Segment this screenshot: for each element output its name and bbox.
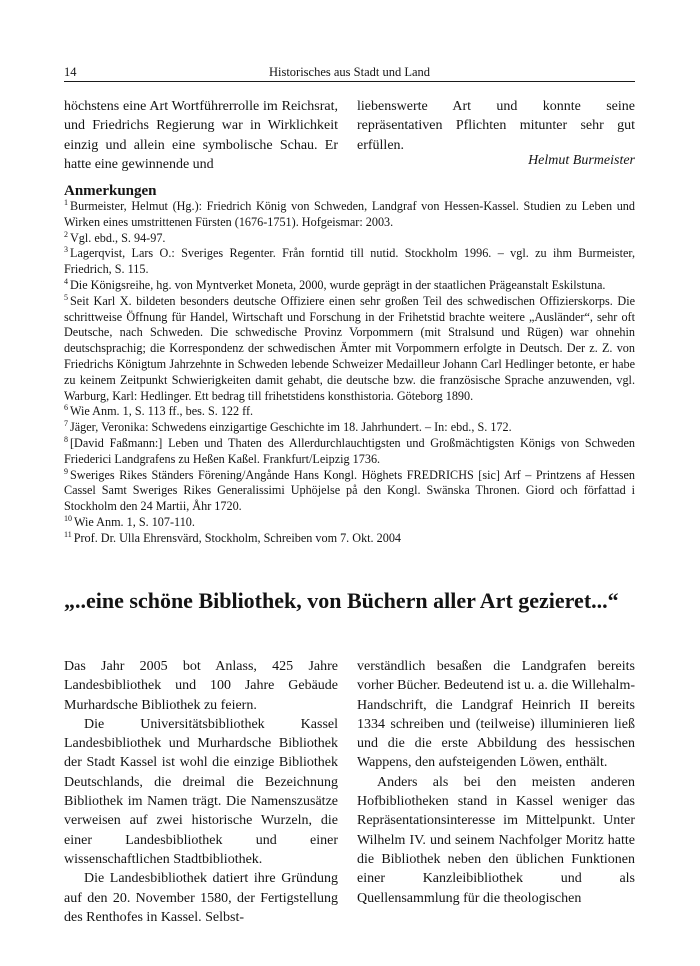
paragraph: höchstens eine Art Wortführerrolle im Reichsrat, und Friedrichs Regierung war in Wirklichkeit einzig und allein eine symbolische Schau. Er hatte eine gewinnende und (64, 99, 338, 172)
footnote (64, 531, 635, 547)
footnote-text: Sweriges Rikes Ständers Förening/Angånde Hans Kongl. Höghets FREDRICHS [sic] Arf – Printzens af Hessen Cassel Samt Sweriges Rikes Generalissimi Uphöjelse på den Kongl. Swänska Thronen. Giord och författad i Stockholm den 24 Martii, Åhr 1720. (64, 467, 635, 514)
paragraph: verständlich besaßen die Landgrafen bereits vorher Bücher. Bedeutend ist u. a. die Willehalm-Handschrift, die Landgraf Heinrich II bereits 1334 schreiben und (teilweise) illuminieren ließ und die die erste Abbildung des hessischen Wappens, den aufsteigenden Löwen, enthält. (357, 659, 635, 771)
previous-article-left-column (64, 97, 338, 174)
footnote (64, 294, 635, 405)
previous-article-right-column (357, 97, 635, 155)
footnote (64, 231, 635, 247)
footnote-text: Vgl. ebd., S. 94-97. (70, 230, 166, 245)
footnote (64, 515, 635, 531)
paragraph: Die Universitätsbibliothek Kassel Landesbibliothek und Murhardsche Bibliothek der Stadt Kassel ist wohl die einzige Bibliothek Deutschlands, die dreimal die Bezeichnung Bibliothek im Namen trägt. Die Namenszusätze verweisen auf zwei historische Wurzeln, die einer Landesbibliothek und einer wissenschaftlichen Stadtbibliothek. (64, 716, 338, 867)
article-right-column (357, 657, 635, 908)
footnote-number: 1 (64, 198, 68, 207)
footnote-number: 5 (64, 292, 68, 302)
footnote-text: Prof. Dr. Ulla Ehrensvärd, Stockholm, Schreiben vom 7. Okt. 2004 (73, 530, 402, 545)
footnote (64, 468, 635, 515)
running-header (64, 64, 635, 82)
footnote-text: Lagerqvist, Lars O.: Sveriges Regenter. Från forntid till nutid. Stockholm 1996. – vgl. zu ihm Burmeister, Friedrich, S. 115. (64, 246, 635, 277)
footnote-text: Wie Anm. 1, S. 107-110. (74, 514, 195, 529)
footnote (64, 278, 635, 294)
footnotes-heading: Anmerkungen (64, 183, 157, 199)
footnote-number: 4 (64, 276, 68, 286)
footnote (64, 199, 635, 231)
footnote-number: 3 (64, 245, 68, 255)
footnote (64, 420, 635, 436)
paragraph: liebenswerte Art und konnte seine repräsentativen Pflichten mitunter sehr gut erfüllen. (357, 99, 635, 153)
footnote-text: [David Faßmann:] Leben und Thaten des Allerdurchlauchtigsten und Großmächtigsten Königs von Schweden Friederici Landgrafens zu Heßen Kaßel. Frankfurt/Leipzig 1736. (64, 435, 635, 466)
footnote-number: 11 (64, 529, 72, 539)
footnote-number: 8 (64, 434, 68, 444)
footnote (64, 436, 635, 468)
footnote-number: 10 (64, 513, 72, 523)
footnote-number: 2 (64, 229, 68, 239)
footnote (64, 246, 635, 278)
footnote-text: Burmeister, Helmut (Hg.): Friedrich König von Schweden, Landgraf von Hessen-Kassel. Studien zu Leben und Wirken eines umstrittenen Fürsten (1676-1751). Hofgeismar: 2003. (64, 199, 635, 229)
article-title: „..eine schöne Bibliothek, von Büchern aller Art gezieret...“ (64, 588, 619, 614)
footnote-text: Die Königsreihe, hg. von Myntverket Moneta, 2000, wurde geprägt in der staatlichen Prägeanstalt Eskilstuna. (70, 277, 606, 292)
footnote-text: Wie Anm. 1, S. 113 ff., bes. S. 122 ff. (70, 404, 254, 419)
footnote-text: Seit Karl X. bildeten besonders deutsche Offiziere einen sehr großen Teil des schwedischen Offizierskorps. Die schrittweise Öffnung für Handel, Wirtschaft und Forschung in der Frihetstid brachte weitere „Ausländer“, sehr oft Deutsche, nach Schweden. Die schwedische Provinz Vorpommern (mit Stralsund und Rügen) war ohnehin deutschsprachig; die Korrespondenz der schwedischen Ämter mit Vorpommern erfolgte in Deutsch. Der z. Z. von Friedrichs Königtum Jahrzehnte in Schweden lebende Schweizer Medailleur Johann Carl Hedlinger betonte, er habe zu keinem Zeitpunkt Schwierigkeiten damit gehabt, die deutsche bzw. die französische Sprache anzuwenden, vgl. Warburg, Karl: Hedlinger. Ett bedrag till frihetstidens konsthistoria. Göteborg 1890. (64, 293, 635, 403)
paragraph: Die Landesbibliothek datiert ihre Gründung auf den 20. November 1580, der Fertigstellung des Renthofes in Kassel. Selbst- (64, 871, 338, 925)
author-signature: Helmut Burmeister (528, 153, 635, 168)
paragraph: Das Jahr 2005 bot Anlass, 425 Jahre Landesbibliothek und 100 Jahre Gebäude Murhardsche Bibliothek zu feiern. (64, 659, 338, 713)
paragraph: Anders als bei den meisten anderen Hofbibliotheken stand in Kassel weniger das Repräsentationsinteresse im Mittelpunkt. Unter Wilhelm IV. und seinem Nachfolger Moritz hatte die Bibliothek neben den üblichen Funktionen einer Kanzleibibliothek und als Quellensammlung für die theologischen (357, 774, 635, 906)
footnote (64, 404, 635, 420)
article-left-column (64, 657, 338, 927)
running-title: Historisches aus Stadt und Land (268, 65, 431, 79)
footnote-number: 9 (64, 466, 68, 476)
footnotes-section (64, 183, 635, 547)
footnote-number: 7 (64, 419, 68, 429)
footnote-text: Jäger, Veronika: Schwedens einzigartige Geschichte im 18. Jahrhundert. – In: ebd., S. 172. (70, 420, 512, 435)
footnote-number: 6 (64, 403, 68, 413)
page-number: 14 (64, 65, 77, 79)
